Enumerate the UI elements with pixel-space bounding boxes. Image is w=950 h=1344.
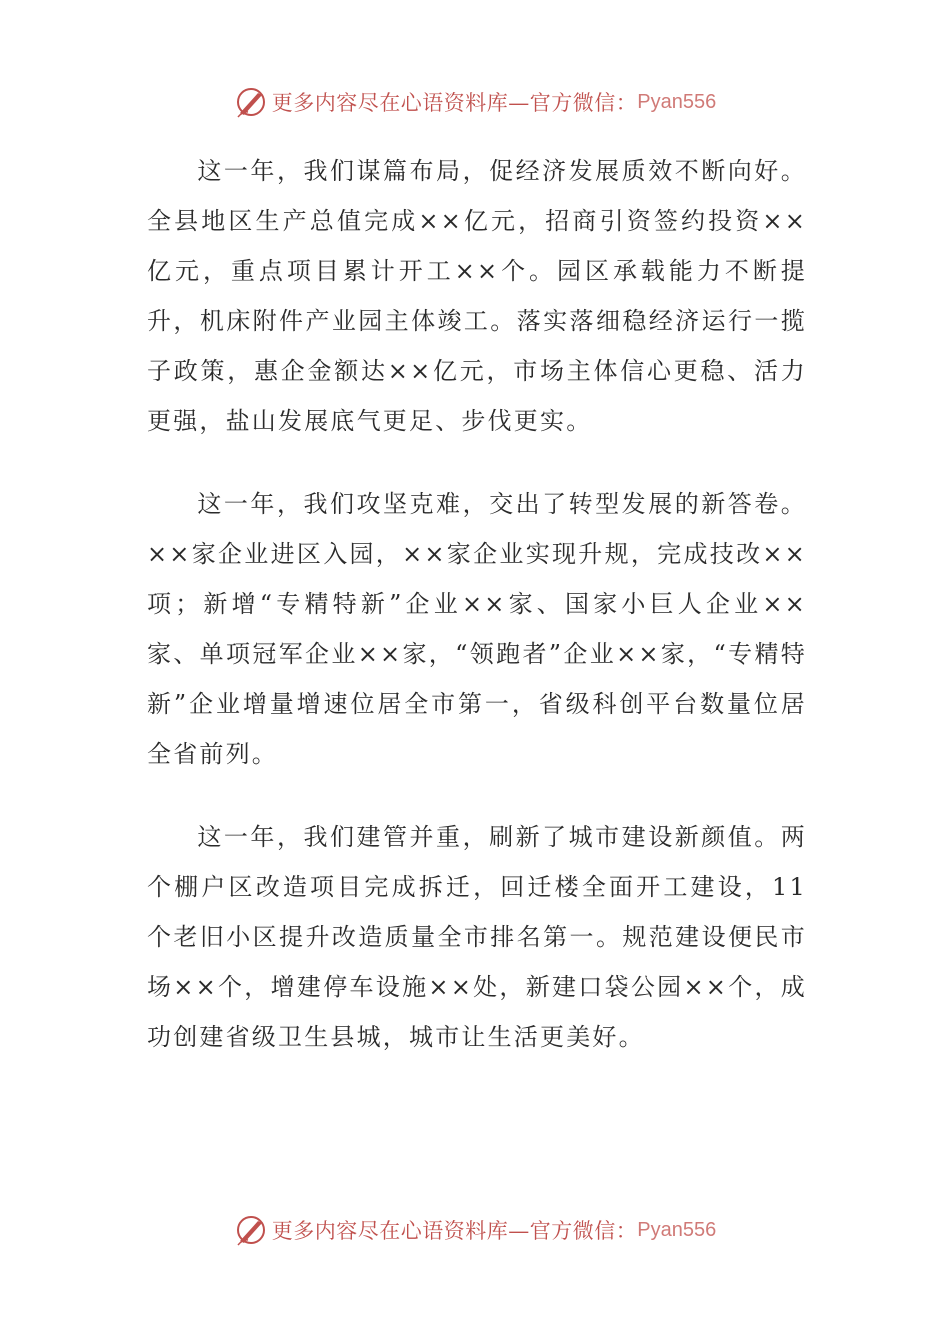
paragraph-1: 这一年，我们谋篇布局，促经济发展质效不断向好。全县地区生产总值完成××亿元，招商引资签约投资××亿元，重点项目累计开工××个。园区承载能力不断提升，机床附件产业园主体竣工。落实落细稳经济运行一揽子政策，惠企金额达××亿元，市场主体信心更稳、活力更强，盐山发展底气更足、步伐更实。 xyxy=(147,157,807,435)
footer-text: 更多内容尽在心语资料库—官方微信： xyxy=(271,1219,638,1243)
document-body xyxy=(147,146,807,1095)
header-banner xyxy=(0,82,950,122)
footer-wechat-id: Pyan556 xyxy=(637,1218,717,1241)
pen-circle-icon xyxy=(234,1213,268,1247)
paragraph-3: 这一年，我们建管并重，刷新了城市建设新颜值。两个棚户区改造项目完成拆迁，回迁楼全面开工建设，11个老旧小区提升改造质量全市排名第一。规范建设便民市场××个，增建停车设施××处，新建口袋公园××个，成功创建省级卫生县城，城市让生活更美好。 xyxy=(147,823,807,1051)
header-wechat-id: Pyan556 xyxy=(637,90,717,113)
pen-circle-icon xyxy=(234,85,268,119)
header-text: 更多内容尽在心语资料库—官方微信： xyxy=(271,91,638,115)
footer-banner xyxy=(0,1210,950,1250)
paragraph-2: 这一年，我们攻坚克难，交出了转型发展的新答卷。××家企业进区入园，××家企业实现升规，完成技改××项；新增“专精特新”企业××家、国家小巨人企业××家、单项冠军企业××家，“领跑者”企业××家，“专精特新”企业增量增速位居全市第一，省级科创平台数量位居全省前列。 xyxy=(147,490,807,768)
